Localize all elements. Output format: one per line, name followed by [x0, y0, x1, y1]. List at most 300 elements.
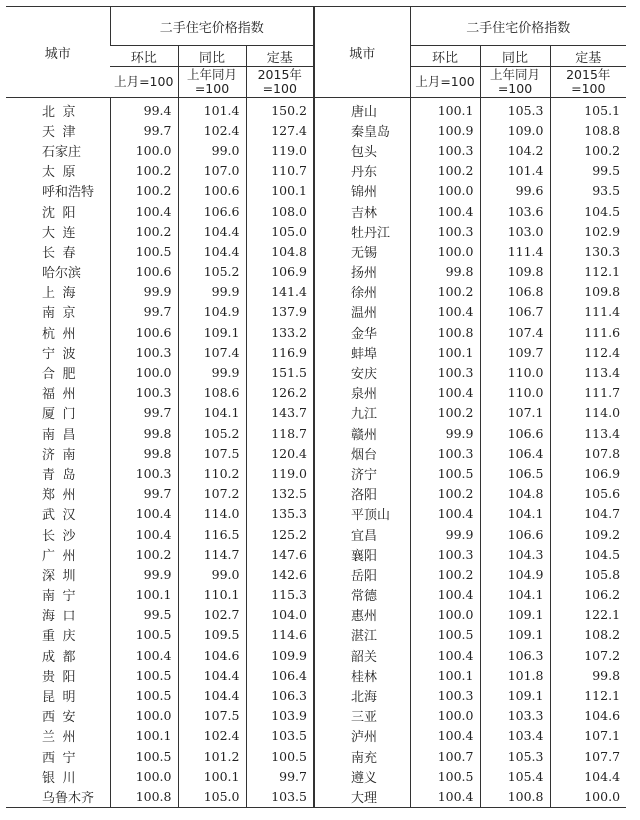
- fixed-value-left: 104.0: [246, 605, 314, 625]
- city-name-right: 吉林: [314, 201, 410, 221]
- fixed-value-left: 104.8: [246, 241, 314, 261]
- city-name-right: 襄阳: [314, 544, 410, 564]
- yoy-value-left: 110.1: [178, 585, 246, 605]
- mom-value-right: 100.4: [410, 726, 480, 746]
- city-name-left: 天津: [42, 124, 76, 140]
- city-name-left: 昆明: [42, 690, 76, 706]
- mom-value-left: 100.6: [110, 322, 178, 342]
- city-name-left: 北京: [42, 104, 76, 120]
- yoy-header-right: 同比: [480, 46, 550, 67]
- fixed-value-left: 103.5: [246, 726, 314, 746]
- table-row: [6, 282, 626, 302]
- yoy-value-left: 105.2: [178, 262, 246, 282]
- yoy-value-right: 109.8: [480, 262, 550, 282]
- yoy-value-left: 105.0: [178, 786, 246, 807]
- table-row: [6, 645, 626, 665]
- fixed-value-left: 135.3: [246, 504, 314, 524]
- yoy-value-right: 101.4: [480, 161, 550, 181]
- table-row: [6, 544, 626, 564]
- mom-value-left: 100.2: [110, 544, 178, 564]
- yoy-value-left: 106.6: [178, 201, 246, 221]
- mom-value-right: 100.5: [410, 766, 480, 786]
- yoy-value-left: 99.0: [178, 140, 246, 160]
- city-name-right: 常德: [314, 585, 410, 605]
- city-name-right: 岳阳: [314, 564, 410, 584]
- fixed-value-right: 107.2: [550, 645, 626, 665]
- yoy-value-right: 111.4: [480, 241, 550, 261]
- mom-value-left: 100.4: [110, 504, 178, 524]
- city-name-left: 西宁: [42, 750, 76, 766]
- mom-value-left: 99.7: [110, 120, 178, 140]
- fixed-value-right: 106.2: [550, 585, 626, 605]
- fixed-value-left: 118.7: [246, 423, 314, 443]
- yoy-value-left: 104.6: [178, 645, 246, 665]
- mom-value-right: 100.2: [410, 403, 480, 423]
- city-name-left: 上海: [42, 286, 76, 302]
- fixed-value-left: 100.5: [246, 746, 314, 766]
- mom-value-right: 100.8: [410, 322, 480, 342]
- mom-value-right: 100.2: [410, 484, 480, 504]
- city-name-left: 哈尔滨: [42, 266, 82, 282]
- city-column-header-right: 城市: [314, 7, 410, 98]
- yoy-value-right: 109.7: [480, 342, 550, 362]
- table-row: [6, 342, 626, 362]
- city-name-left: 合肥: [42, 367, 76, 383]
- mom-value-left: 100.6: [110, 262, 178, 282]
- fixed-value-right: 99.8: [550, 665, 626, 685]
- mom-value-left: 100.0: [110, 140, 178, 160]
- fixed-value-right: 104.6: [550, 706, 626, 726]
- index-group-header-right: 二手住宅价格指数: [410, 7, 626, 46]
- yoy-value-right: 105.3: [480, 98, 550, 121]
- city-name-right: 徐州: [314, 282, 410, 302]
- mom-value-left: 100.5: [110, 665, 178, 685]
- city-name-right: 洛阳: [314, 484, 410, 504]
- price-index-table-container: [6, 6, 626, 808]
- mom-value-right: 100.3: [410, 544, 480, 564]
- fixed-value-left: 110.7: [246, 161, 314, 181]
- table-row: [6, 241, 626, 261]
- table-row: [6, 423, 626, 443]
- mom-value-left: 100.1: [110, 585, 178, 605]
- yoy-value-left: 114.7: [178, 544, 246, 564]
- city-name-right: 湛江: [314, 625, 410, 645]
- table-row: [6, 443, 626, 463]
- fixed-value-right: 111.6: [550, 322, 626, 342]
- fixed-value-left: 127.4: [246, 120, 314, 140]
- city-name-right: 泉州: [314, 383, 410, 403]
- fixed-value-right: 104.5: [550, 201, 626, 221]
- fixed-value-left: 142.6: [246, 564, 314, 584]
- mom-value-left: 100.0: [110, 766, 178, 786]
- mom-value-right: 100.3: [410, 140, 480, 160]
- city-name-right: 惠州: [314, 605, 410, 625]
- fixed-value-right: 106.9: [550, 463, 626, 483]
- fixed-value-left: 100.1: [246, 181, 314, 201]
- fixed-header-left: 定基: [246, 46, 314, 67]
- yoy-value-right: 104.1: [480, 585, 550, 605]
- fixed-value-right: 100.0: [550, 786, 626, 807]
- table-row: [6, 585, 626, 605]
- city-name-left: 广州: [42, 548, 76, 564]
- yoy-value-right: 106.7: [480, 302, 550, 322]
- city-name-right: 北海: [314, 685, 410, 705]
- mom-value-right: 100.5: [410, 625, 480, 645]
- table-row: [6, 605, 626, 625]
- yoy-value-left: 109.5: [178, 625, 246, 645]
- yoy-value-left: 107.4: [178, 342, 246, 362]
- table-row: [6, 484, 626, 504]
- mom-value-right: 100.3: [410, 443, 480, 463]
- mom-header-right: 环比: [410, 46, 480, 67]
- fixed-value-right: 113.4: [550, 423, 626, 443]
- table-row: [6, 262, 626, 282]
- fixed-value-right: 99.5: [550, 161, 626, 181]
- city-name-right: 秦皇岛: [314, 120, 410, 140]
- yoy-value-left: 104.4: [178, 221, 246, 241]
- mom-value-right: 100.2: [410, 282, 480, 302]
- mom-value-right: 100.4: [410, 786, 480, 807]
- fixed-value-left: 137.9: [246, 302, 314, 322]
- yoy-value-right: 99.6: [480, 181, 550, 201]
- yoy-value-right: 106.5: [480, 463, 550, 483]
- fixed-value-right: 104.7: [550, 504, 626, 524]
- fixed-value-left: 108.0: [246, 201, 314, 221]
- mom-value-right: 100.4: [410, 645, 480, 665]
- mom-value-left: 100.5: [110, 685, 178, 705]
- fixed-value-right: 105.8: [550, 564, 626, 584]
- city-name-left: 乌鲁木齐: [6, 786, 110, 807]
- city-column-header-left: 城市: [6, 7, 110, 98]
- fixed-value-right: 111.7: [550, 383, 626, 403]
- fixed-value-right: 104.5: [550, 544, 626, 564]
- fixed-value-left: 141.4: [246, 282, 314, 302]
- yoy-value-right: 103.3: [480, 706, 550, 726]
- mom-value-left: 100.5: [110, 241, 178, 261]
- table-row: [6, 383, 626, 403]
- yoy-value-right: 104.3: [480, 544, 550, 564]
- table-body: [6, 98, 626, 808]
- city-name-left: 南昌: [42, 427, 76, 443]
- mom-value-right: 100.4: [410, 383, 480, 403]
- mom-value-left: 100.0: [110, 362, 178, 382]
- city-name-right: 唐山: [314, 98, 410, 121]
- city-name-right: 烟台: [314, 443, 410, 463]
- yoy-value-left: 110.2: [178, 463, 246, 483]
- fixed-value-right: 113.4: [550, 362, 626, 382]
- mom-value-right: 100.4: [410, 504, 480, 524]
- mom-value-right: 100.4: [410, 201, 480, 221]
- fixed-value-right: 112.4: [550, 342, 626, 362]
- index-group-header-left: 二手住宅价格指数: [110, 7, 314, 46]
- mom-value-left: 100.5: [110, 625, 178, 645]
- mom-value-left: 99.7: [110, 403, 178, 423]
- city-name-left: 青岛: [42, 467, 76, 483]
- fixed-value-right: 114.0: [550, 403, 626, 423]
- city-name-left: 厦门: [42, 407, 76, 423]
- yoy-value-left: 102.4: [178, 726, 246, 746]
- table-row: [6, 403, 626, 423]
- yoy-value-right: 105.3: [480, 746, 550, 766]
- yoy-value-right: 106.4: [480, 443, 550, 463]
- mom-value-right: 100.0: [410, 706, 480, 726]
- city-name-right: 安庆: [314, 362, 410, 382]
- fixed-value-left: 106.9: [246, 262, 314, 282]
- mom-value-right: 100.3: [410, 362, 480, 382]
- table-row: [6, 161, 626, 181]
- city-name-left: 贵阳: [42, 669, 76, 685]
- fixed-value-left: 119.0: [246, 140, 314, 160]
- mom-value-right: 100.3: [410, 685, 480, 705]
- mom-value-right: 100.5: [410, 463, 480, 483]
- table-row: [6, 463, 626, 483]
- yoy-value-left: 108.6: [178, 383, 246, 403]
- mom-value-right: 100.1: [410, 342, 480, 362]
- yoy-value-left: 104.4: [178, 665, 246, 685]
- mom-value-left: 99.5: [110, 605, 178, 625]
- fixed-value-right: 107.8: [550, 443, 626, 463]
- fixed-value-left: 150.2: [246, 98, 314, 121]
- city-name-right: 平顶山: [314, 504, 410, 524]
- fixed-value-left: 106.4: [246, 665, 314, 685]
- city-name-left: 太原: [42, 165, 76, 181]
- table-row: [6, 120, 626, 140]
- mom-value-right: 100.1: [410, 98, 480, 121]
- yoy-value-left: 104.4: [178, 241, 246, 261]
- fixed-value-right: 100.2: [550, 140, 626, 160]
- city-name-left: 成都: [42, 649, 76, 665]
- yoy-value-right: 107.1: [480, 403, 550, 423]
- yoy-value-left: 107.5: [178, 443, 246, 463]
- city-name-right: 蚌埠: [314, 342, 410, 362]
- mom-value-left: 99.8: [110, 443, 178, 463]
- mom-header-left: 环比: [110, 46, 178, 67]
- mom-value-right: 99.9: [410, 524, 480, 544]
- fixed-value-left: 103.5: [246, 786, 314, 807]
- yoy-value-right: 100.8: [480, 786, 550, 807]
- yoy-value-right: 107.4: [480, 322, 550, 342]
- city-name-right: 温州: [314, 302, 410, 322]
- city-name-right: 遵义: [314, 766, 410, 786]
- mom-value-left: 99.7: [110, 484, 178, 504]
- yoy-value-left: 101.4: [178, 98, 246, 121]
- city-name-left: 济南: [42, 447, 76, 463]
- mom-value-left: 100.3: [110, 463, 178, 483]
- city-name-right: 韶关: [314, 645, 410, 665]
- yoy-value-left: 107.0: [178, 161, 246, 181]
- fixed-value-right: 107.7: [550, 746, 626, 766]
- mom-value-right: 100.1: [410, 665, 480, 685]
- fixed-value-right: 109.8: [550, 282, 626, 302]
- city-name-left: 重庆: [42, 629, 76, 645]
- yoy-value-left: 104.9: [178, 302, 246, 322]
- city-name-left: 长春: [42, 245, 76, 261]
- city-name-right: 赣州: [314, 423, 410, 443]
- yoy-base-left: 上年同月=100: [178, 67, 246, 98]
- city-name-right: 金华: [314, 322, 410, 342]
- table-row: [6, 504, 626, 524]
- city-name-right: 桂林: [314, 665, 410, 685]
- mom-value-left: 100.3: [110, 383, 178, 403]
- table-row: [6, 302, 626, 322]
- table-row: [6, 221, 626, 241]
- city-name-right: 三亚: [314, 706, 410, 726]
- city-name-right: 包头: [314, 140, 410, 160]
- city-name-left: 呼和浩特: [42, 185, 95, 201]
- fixed-value-left: 109.9: [246, 645, 314, 665]
- price-index-table: [6, 6, 626, 808]
- mom-value-right: 100.2: [410, 564, 480, 584]
- city-name-left: 兰州: [42, 730, 76, 746]
- fixed-value-left: 120.4: [246, 443, 314, 463]
- city-name-left: 深圳: [42, 568, 76, 584]
- table-row: [6, 665, 626, 685]
- city-name-left: 杭州: [42, 326, 76, 342]
- mom-value-left: 99.9: [110, 282, 178, 302]
- mom-value-right: 100.0: [410, 241, 480, 261]
- mom-value-left: 100.1: [110, 726, 178, 746]
- city-name-left: 长沙: [42, 528, 76, 544]
- city-name-left: 武汉: [42, 508, 76, 524]
- yoy-value-left: 99.9: [178, 282, 246, 302]
- fixed-value-right: 112.1: [550, 685, 626, 705]
- fixed-value-right: 109.2: [550, 524, 626, 544]
- table-row: [6, 181, 626, 201]
- yoy-value-right: 110.0: [480, 383, 550, 403]
- table-row: [6, 625, 626, 645]
- yoy-value-right: 103.6: [480, 201, 550, 221]
- mom-value-left: 100.4: [110, 645, 178, 665]
- table-row: [6, 726, 626, 746]
- fixed-value-right: 108.2: [550, 625, 626, 645]
- fixed-header-right: 定基: [550, 46, 626, 67]
- mom-value-left: 100.2: [110, 221, 178, 241]
- fixed-value-left: 114.6: [246, 625, 314, 645]
- yoy-value-right: 103.4: [480, 726, 550, 746]
- yoy-value-right: 106.8: [480, 282, 550, 302]
- city-name-left: 福州: [42, 387, 76, 403]
- city-name-right: 宜昌: [314, 524, 410, 544]
- table-row: [6, 766, 626, 786]
- city-name-right: 丹东: [314, 161, 410, 181]
- city-name-left: 石家庄: [42, 144, 82, 160]
- fixed-value-right: 108.8: [550, 120, 626, 140]
- city-name-left: 南京: [42, 306, 76, 322]
- city-name-left: 海口: [42, 609, 76, 625]
- fixed-value-right: 104.4: [550, 766, 626, 786]
- fixed-value-right: 111.4: [550, 302, 626, 322]
- yoy-value-left: 100.1: [178, 766, 246, 786]
- table-row: [6, 685, 626, 705]
- fixed-value-right: 105.6: [550, 484, 626, 504]
- mom-value-left: 100.2: [110, 161, 178, 181]
- yoy-value-right: 103.0: [480, 221, 550, 241]
- fixed-value-right: 93.5: [550, 181, 626, 201]
- yoy-value-left: 99.0: [178, 564, 246, 584]
- table-row: [6, 524, 626, 544]
- mom-value-left: 99.7: [110, 302, 178, 322]
- city-name-left: 西安: [42, 710, 76, 726]
- yoy-value-left: 104.1: [178, 403, 246, 423]
- mom-value-right: 100.2: [410, 161, 480, 181]
- yoy-value-left: 99.9: [178, 362, 246, 382]
- fixed-value-left: 105.0: [246, 221, 314, 241]
- mom-value-left: 100.5: [110, 746, 178, 766]
- mom-value-left: 99.8: [110, 423, 178, 443]
- fixed-value-left: 115.3: [246, 585, 314, 605]
- yoy-base-right: 上年同月=100: [480, 67, 550, 98]
- city-name-right: 扬州: [314, 262, 410, 282]
- yoy-value-right: 106.6: [480, 423, 550, 443]
- fixed-value-left: 106.3: [246, 685, 314, 705]
- city-name-left: 宁波: [42, 346, 76, 362]
- table-row: [6, 98, 626, 121]
- yoy-value-left: 105.2: [178, 423, 246, 443]
- fixed-value-left: 126.2: [246, 383, 314, 403]
- city-name-left: 大连: [42, 225, 76, 241]
- fixed-value-right: 102.9: [550, 221, 626, 241]
- mom-value-left: 100.2: [110, 181, 178, 201]
- city-name-left: 银川: [42, 770, 76, 786]
- city-name-right: 大理: [314, 786, 410, 807]
- mom-value-left: 99.9: [110, 564, 178, 584]
- mom-value-right: 100.0: [410, 181, 480, 201]
- fixed-value-right: 105.1: [550, 98, 626, 121]
- yoy-value-right: 110.0: [480, 362, 550, 382]
- mom-value-right: 100.4: [410, 302, 480, 322]
- fixed-value-right: 107.1: [550, 726, 626, 746]
- table-row: [6, 564, 626, 584]
- table-row: [6, 322, 626, 342]
- fixed-value-left: 103.9: [246, 706, 314, 726]
- yoy-value-right: 104.9: [480, 564, 550, 584]
- table-row: [6, 706, 626, 726]
- mom-value-right: 100.4: [410, 585, 480, 605]
- city-name-left: 郑州: [42, 488, 76, 504]
- yoy-value-left: 109.1: [178, 322, 246, 342]
- fixed-base-right: 2015年=100: [550, 67, 626, 98]
- yoy-value-right: 104.8: [480, 484, 550, 504]
- fixed-value-left: 119.0: [246, 463, 314, 483]
- yoy-value-left: 102.4: [178, 120, 246, 140]
- fixed-value-left: 116.9: [246, 342, 314, 362]
- mom-value-left: 100.8: [110, 786, 178, 807]
- yoy-value-left: 114.0: [178, 504, 246, 524]
- fixed-value-left: 147.6: [246, 544, 314, 564]
- mom-value-left: 100.3: [110, 342, 178, 362]
- city-name-right: 南充: [314, 746, 410, 766]
- yoy-value-right: 109.1: [480, 685, 550, 705]
- fixed-value-left: 132.5: [246, 484, 314, 504]
- yoy-header-left: 同比: [178, 46, 246, 67]
- table-header: [6, 7, 626, 98]
- yoy-value-right: 106.3: [480, 645, 550, 665]
- yoy-value-right: 104.2: [480, 140, 550, 160]
- fixed-value-left: 143.7: [246, 403, 314, 423]
- city-name-right: 济宁: [314, 463, 410, 483]
- mom-value-left: 100.4: [110, 201, 178, 221]
- yoy-value-right: 109.0: [480, 120, 550, 140]
- yoy-value-left: 107.2: [178, 484, 246, 504]
- mom-value-right: 99.8: [410, 262, 480, 282]
- city-name-left: 沈阳: [42, 205, 76, 221]
- yoy-value-left: 101.2: [178, 746, 246, 766]
- fixed-value-right: 122.1: [550, 605, 626, 625]
- yoy-value-left: 107.5: [178, 706, 246, 726]
- table-row: [6, 746, 626, 766]
- yoy-value-right: 105.4: [480, 766, 550, 786]
- yoy-value-right: 104.1: [480, 504, 550, 524]
